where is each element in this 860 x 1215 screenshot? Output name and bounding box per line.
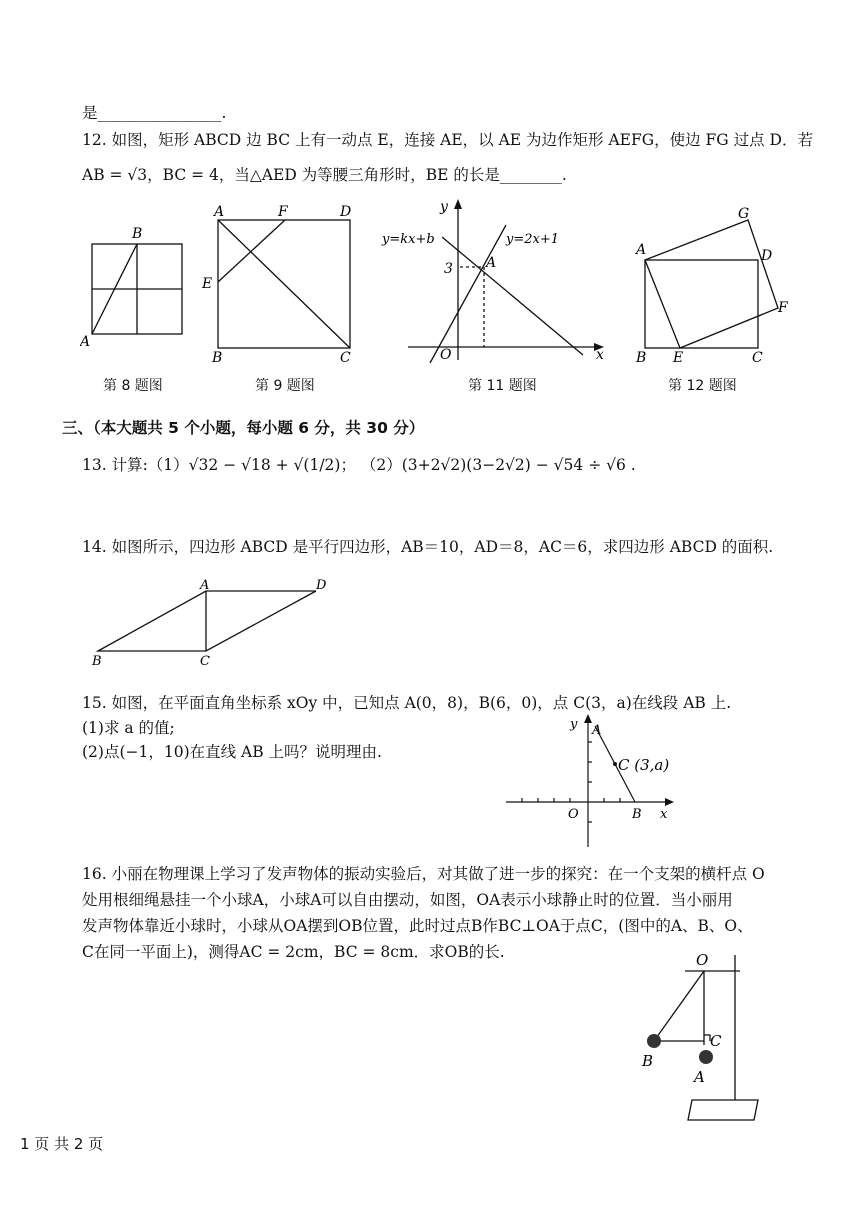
fig9-label-a: A bbox=[214, 204, 225, 220]
fig11-label-y: y bbox=[440, 199, 448, 215]
q12-line-2: AB = √3，BC = 4，当△AED 为等腰三角形时，BE 的长是________. bbox=[82, 166, 567, 184]
fig15-label-y: y bbox=[570, 717, 578, 732]
figure-14 bbox=[88, 575, 338, 667]
figure-9 bbox=[200, 200, 365, 370]
figure-8 bbox=[80, 222, 190, 350]
fig11-caption: 第 11 题图 bbox=[468, 378, 537, 394]
fig9-label-f: F bbox=[278, 204, 288, 220]
fig14-label-d: D bbox=[316, 578, 327, 593]
fig14-label-b: B bbox=[92, 654, 102, 667]
ball-b bbox=[647, 1034, 661, 1048]
q11-answer-tail: 是________________. bbox=[82, 104, 227, 122]
figure-16 bbox=[630, 945, 770, 1125]
fig11-label-o: O bbox=[440, 347, 452, 363]
fig12-label-f: F bbox=[778, 300, 788, 316]
fig16-label-b: B bbox=[642, 1052, 654, 1070]
fig9-label-c: C bbox=[340, 350, 351, 366]
figure-12 bbox=[628, 200, 798, 370]
fig12-label-c: C bbox=[752, 350, 763, 366]
fig15-label-c: C (3,a) bbox=[618, 756, 670, 774]
fig12-label-g: G bbox=[738, 206, 750, 222]
fig16-label-c: C bbox=[710, 1032, 722, 1050]
fig11-line1-label: y=kx+b bbox=[382, 232, 435, 247]
fig12-caption: 第 12 题图 bbox=[668, 378, 737, 394]
fig12-label-d: D bbox=[761, 248, 773, 264]
q16-line-3: 发声物体靠近小球时，小球从OA摆到OB位置，此时过点B作BC⊥OA于点C，(图中的A、B、O、 bbox=[82, 917, 753, 935]
fig11-label-x: x bbox=[596, 347, 604, 363]
q15-part-1: (1)求 a 的值; bbox=[82, 719, 175, 737]
fig8-caption: 第 8 题图 bbox=[103, 378, 163, 394]
q15-line-1: 15. 如图，在平面直角坐标系 xOy 中，已知点 A(0，8)，B(6，0)，点 C(3，a)在线段 AB 上. bbox=[82, 694, 732, 712]
fig9-label-d: D bbox=[340, 204, 352, 220]
q13-text: 13. 计算:（1）√32 − √18 + √(1/2)； （2）(3+2√2)(3−2√2) − √54 ÷ √6 . bbox=[82, 456, 636, 474]
fig12-label-e: E bbox=[673, 350, 684, 366]
page-footer: 1 页 共 2 页 bbox=[20, 1135, 104, 1153]
q14-text: 14. 如图所示，四边形 ABCD 是平行四边形，AB＝10，AD＝8，AC＝6，求四边形 ABCD 的面积. bbox=[82, 538, 774, 556]
fig12-label-b: B bbox=[636, 350, 647, 366]
fig9-caption: 第 9 题图 bbox=[255, 378, 315, 394]
fig8-label-b: B bbox=[132, 226, 143, 242]
fig8-label-a: A bbox=[80, 334, 91, 350]
q12-line-1: 12. 如图，矩形 ABCD 边 BC 上有一动点 E，连接 AE，以 AE 为边作矩形 AEFG，使边 FG 过点 D．若 bbox=[82, 131, 813, 149]
fig16-label-a: A bbox=[694, 1068, 705, 1086]
fig9-label-b: B bbox=[212, 350, 223, 366]
fig15-label-x: x bbox=[660, 807, 668, 822]
fig15-label-o: O bbox=[568, 807, 579, 822]
q16-line-2: 处用根细绳悬挂一个小球A，小球A可以自由摆动，如图，OA表示小球静止时的位置．当小丽用 bbox=[82, 891, 733, 909]
fig16-label-o: O bbox=[696, 951, 709, 969]
fig11-line2-label: y=2x+1 bbox=[506, 232, 560, 247]
fig14-label-c: C bbox=[200, 654, 210, 667]
q16-line-4: C在同一平面上)，测得AC = 2cm，BC = 8cm．求OB的长. bbox=[82, 943, 505, 961]
fig9-label-e: E bbox=[202, 276, 213, 292]
q16-line-1: 16. 小丽在物理课上学习了发声物体的振动实验后，对其做了进一步的探究：在一个支架的横杆点 O bbox=[82, 865, 765, 883]
fig11-label-a: A bbox=[486, 255, 497, 271]
figure-15 bbox=[500, 712, 680, 850]
fig15-label-b: B bbox=[632, 807, 642, 822]
fig12-label-a: A bbox=[636, 242, 647, 258]
fig14-label-a: A bbox=[200, 578, 210, 593]
q15-part-2: (2)点(−1，10)在直线 AB 上吗？说明理由. bbox=[82, 743, 382, 761]
fig11-label-3: 3 bbox=[444, 261, 453, 277]
figure-11 bbox=[378, 195, 613, 370]
section-3-header: 三、（本大题共 5 个小题，每小题 6 分，共 30 分） bbox=[62, 419, 425, 437]
fig15-label-a: A bbox=[592, 723, 602, 738]
ball-a bbox=[699, 1050, 713, 1064]
